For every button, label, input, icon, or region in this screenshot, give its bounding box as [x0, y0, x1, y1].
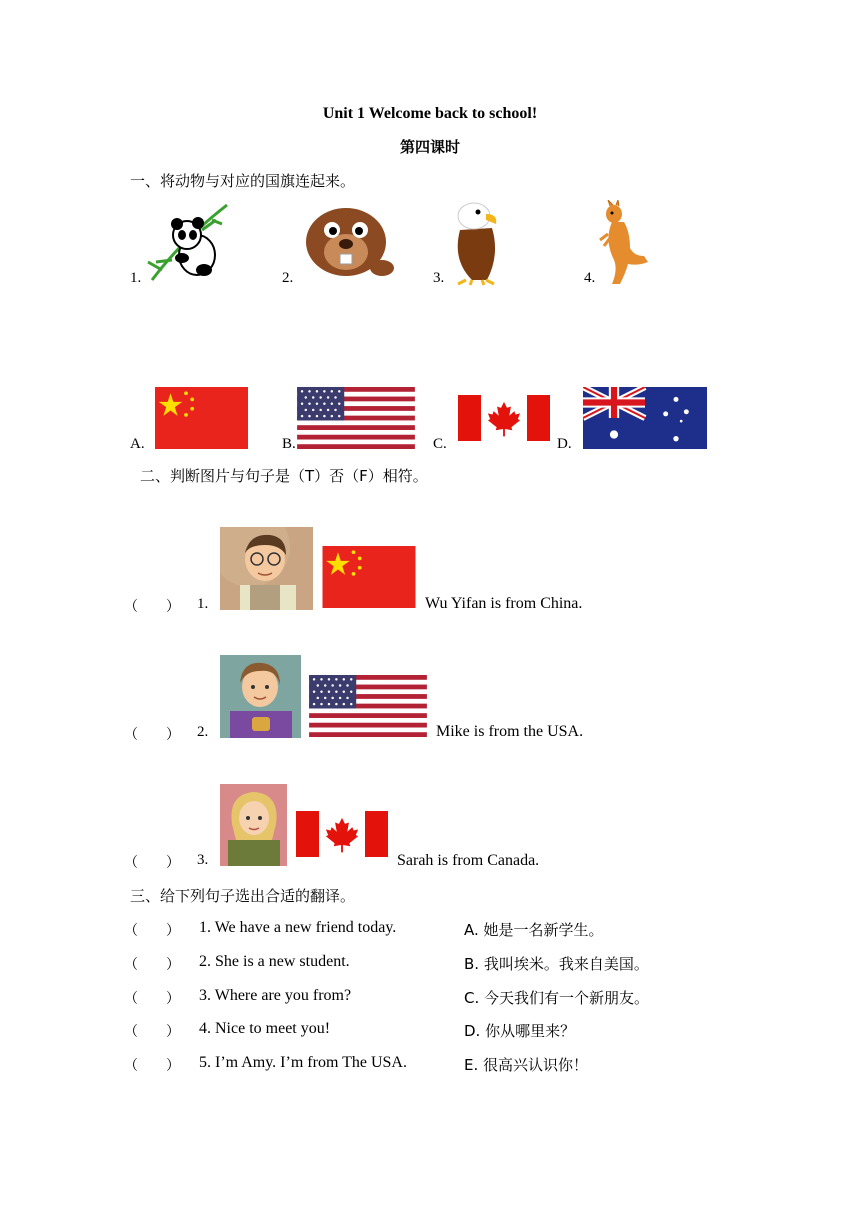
- question-text: 3. Where are you from?: [199, 987, 352, 1004]
- animal-label-2: 2.: [282, 270, 294, 286]
- mike-portrait-icon: [220, 655, 301, 738]
- canada-flag-icon: [458, 387, 550, 449]
- flag-label-a: A.: [130, 436, 145, 452]
- sarah-portrait-icon: [220, 784, 287, 866]
- paren-blank[interactable]: （ ）: [124, 1024, 180, 1040]
- panda-icon: [142, 200, 234, 284]
- option-text: E. 很高兴认识你！: [464, 1056, 589, 1074]
- item-number: 2.: [197, 724, 209, 740]
- flag-label-d: D.: [557, 436, 572, 452]
- beaver-icon: [298, 198, 396, 278]
- paren-blank[interactable]: （ ）: [124, 991, 180, 1007]
- question-text: 5. I’m Amy. I’m from The USA.: [199, 1054, 407, 1071]
- paren-blank[interactable]: （ ）: [124, 1058, 180, 1074]
- sentence-text: Sarah is from Canada.: [397, 852, 540, 869]
- question-text: 2. She is a new student.: [199, 953, 350, 970]
- question-text: 1. We have a new friend today.: [199, 919, 397, 936]
- paren-blank[interactable]: （ ）: [124, 923, 180, 939]
- page-subtitle: 第四课时: [399, 138, 460, 156]
- sentence-text: Wu Yifan is from China.: [425, 595, 583, 612]
- paren-blank[interactable]: （ ）: [124, 727, 180, 743]
- sentence-text: Mike is from the USA.: [436, 723, 584, 740]
- kangaroo-icon: [594, 200, 658, 286]
- paren-blank[interactable]: （ ）: [124, 855, 180, 871]
- china-flag-icon: [322, 546, 416, 608]
- china-flag-icon: [155, 387, 248, 449]
- australia-flag-icon: [583, 387, 707, 449]
- section2-heading: 二、判断图片与句子是（T）否（F）相符。: [140, 467, 428, 485]
- item-number: 1.: [197, 596, 209, 612]
- item-number: 3.: [197, 852, 209, 868]
- section1-heading: 一、将动物与对应的国旗连起来。: [130, 172, 356, 190]
- option-text: C. 今天我们有一个新朋友。: [464, 989, 650, 1007]
- animal-label-3: 3.: [433, 270, 445, 286]
- option-text: B. 我叫埃米。我来自美国。: [464, 955, 649, 973]
- question-text: 4. Nice to meet you!: [199, 1020, 331, 1037]
- boy-portrait-icon: [220, 527, 313, 610]
- paren-blank[interactable]: （ ）: [124, 957, 180, 973]
- canada-flag-icon: [296, 803, 388, 865]
- page-title: Unit 1 Welcome back to school!: [322, 105, 538, 122]
- flag-label-b: B.: [282, 436, 296, 452]
- usa-flag-icon: [297, 387, 415, 449]
- paren-blank[interactable]: （ ）: [124, 599, 180, 615]
- option-text: D. 你从哪里来？: [464, 1022, 576, 1040]
- flag-label-c: C.: [433, 436, 447, 452]
- eagle-icon: [442, 200, 512, 286]
- option-text: A. 她是一名新学生。: [464, 921, 604, 939]
- usa-flag-icon: [309, 675, 427, 737]
- animal-label-4: 4.: [584, 270, 596, 286]
- animal-label-1: 1.: [130, 270, 142, 286]
- section3-heading: 三、给下列句子选出合适的翻译。: [130, 887, 356, 905]
